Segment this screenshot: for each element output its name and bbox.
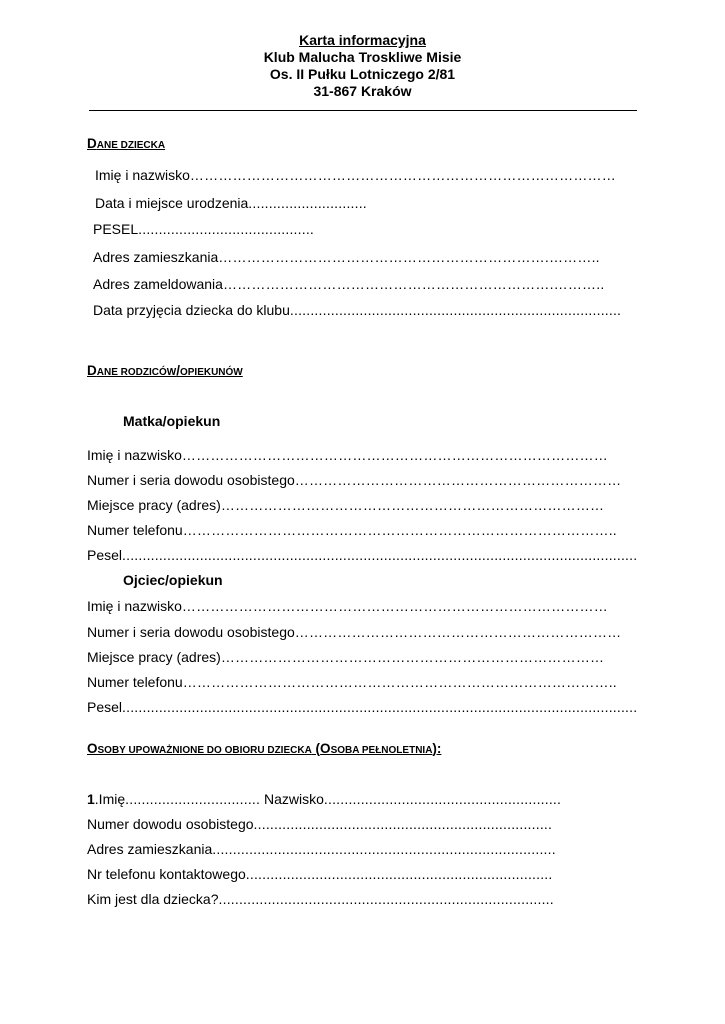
club-street: Os. II Pułku Lotniczego 2/81: [269, 66, 456, 82]
father-pesel-field[interactable]: Pesel..............................................................................................................................: [87, 699, 638, 715]
authorized-name-field[interactable]: 1.Imię................................. Nazwisko..........................................................: [87, 791, 562, 807]
header-divider: [89, 110, 637, 111]
section-parents-heading: DANE RODZICÓW/OPIEKUNÓW: [87, 363, 243, 378]
child-residence-field[interactable]: Adres zamieszkania…………………………………………………………….………..: [93, 249, 600, 265]
mother-name-field[interactable]: Imię i nazwisko………………………………………………………………………………: [87, 447, 608, 463]
mother-workplace-field[interactable]: Miejsce pracy (adres)………………………………………………………………………: [87, 497, 605, 513]
document-title: Karta informacyjna: [299, 32, 426, 48]
document-header: [0, 32, 725, 100]
section-authorized-heading: OSOBY UPOWAŻNIONE DO OBIORU DZIECKA (OSOBA PEŁNOLETNIA):: [87, 741, 442, 756]
authorized-phone-field[interactable]: Nr telefonu kontaktowego...........................................................................: [87, 866, 553, 882]
authorized-address-field[interactable]: Adres zamieszkania....................................................................................: [87, 841, 556, 857]
child-registered-address-field[interactable]: Adres zameldowania…………………………………………………………….………..: [93, 276, 605, 292]
father-subheading: Ojciec/opiekun: [123, 572, 223, 588]
club-city: 31-867 Kraków: [313, 83, 412, 99]
child-name-field[interactable]: Imię i nazwisko………………………………………………………………………………: [95, 167, 616, 183]
mother-phone-field[interactable]: Numer telefonu………………………………………………………………………………..: [87, 522, 617, 538]
child-birth-field[interactable]: Data i miejsce urodzenia.............................: [95, 195, 367, 211]
father-workplace-field[interactable]: Miejsce pracy (adres)………………………………………………………………………: [87, 649, 605, 665]
father-id-field[interactable]: Numer i seria dowodu osobistego……………………………………………………………: [87, 624, 622, 640]
father-phone-field[interactable]: Numer telefonu………………………………………………………………………………..: [87, 674, 617, 690]
club-name: Klub Malucha Troskliwe Misie: [263, 49, 462, 65]
child-pesel-field[interactable]: PESEL...........................................: [93, 221, 314, 237]
mother-subheading: Matka/opiekun: [123, 413, 221, 429]
father-name-field[interactable]: Imię i nazwisko………………………………………………………………………………: [87, 598, 608, 614]
mother-pesel-field[interactable]: Pesel..............................................................................................................................: [87, 547, 638, 563]
authorized-relation-field[interactable]: Kim jest dla dziecka?..................................................................................: [87, 891, 554, 907]
section-child-heading: DANE DZIECKA: [87, 136, 166, 151]
authorized-id-field[interactable]: Numer dowodu osobistego.........................................................................: [87, 816, 553, 832]
mother-id-field[interactable]: Numer i seria dowodu osobistego……………………………………………………………: [87, 472, 622, 488]
child-admission-date-field[interactable]: Data przyjęcia dziecka do klubu.................................................................................: [93, 302, 622, 318]
